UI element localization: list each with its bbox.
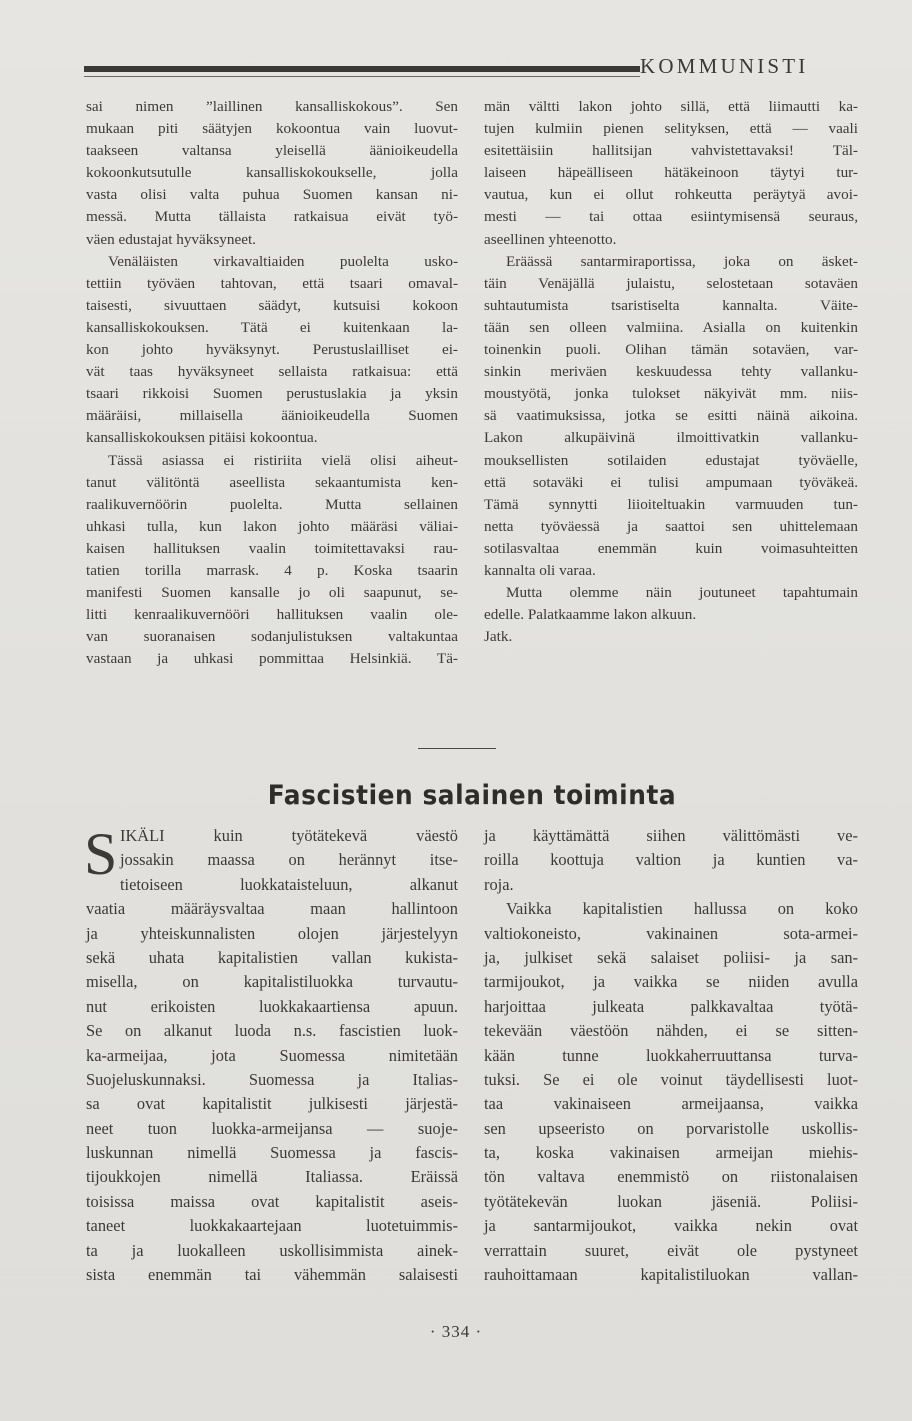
text-line: vautua, kun ei ollut rohkeutta peräytyä avoi- — [484, 186, 858, 204]
text-line: tön valtava enemmistö on riistonalaisen — [484, 1167, 858, 1187]
text-line: väen edustajat hyväksyneet. — [86, 230, 256, 248]
text-line: tuksi. Se ei ole voinut täydellisesti luot- — [484, 1069, 858, 1089]
text-line: ta, koska vakinaisen armeijan miehis- — [484, 1143, 858, 1163]
bottom-left-column — [84, 821, 458, 1287]
text-line: messä. Mutta tällaista ratkaisua eivät työ- — [86, 208, 458, 226]
top-left-column — [86, 96, 458, 670]
text-line: roja. — [484, 874, 514, 894]
text-line: kokoonkutsutulle kansalliskokoukselle, jolla — [86, 164, 458, 182]
text-line: nut erikoisten luokkakaartiensa apuun. — [86, 996, 458, 1016]
text-line: neet tuon luokka-armeijansa — suoje- — [86, 1118, 458, 1138]
text-line: vastaan ja uhkasi pommittaa Helsinkiä. Tä- — [86, 650, 458, 668]
text-line: roilla koottuja valtion ja kuntien va- — [484, 850, 858, 870]
text-line: että sotaväki ei tulisi ampumaan työväkeä. — [484, 473, 858, 491]
article-divider — [418, 748, 496, 749]
text-line: taisesti, sivuuttaen säädyt, kutsuisi kokoon — [86, 296, 458, 314]
text-line: täin Venäjällä julaistu, selostetaan sotaväen — [484, 274, 858, 292]
text-line: mesti — tai ottaa esiintymisensä seuraus, — [484, 208, 858, 226]
article-title: Fascistien salainen toiminta — [267, 780, 677, 811]
text-line: ka-armeijaa, jota Suomessa nimitetään — [86, 1045, 458, 1065]
text-line: ja, julkiset sekä salaiset poliisi- ja san- — [484, 947, 858, 967]
text-line: sen upseeristo on porvaristolle uskollis- — [484, 1118, 858, 1138]
text-line: toisissa maissa ovat kapitalistit aseis- — [86, 1191, 458, 1211]
text-line: ta ja luokalleen uskollisimmista ainek- — [86, 1240, 458, 1260]
signature: Jatk. — [484, 628, 513, 646]
text-line: netta työväessä ja saattoi sen uhittelemaan — [484, 517, 858, 535]
text-line: edelle. Palatkaamme lakon alkuun. — [484, 606, 697, 624]
text-line: kansalliskokouksen. Tätä ei kuitenkaan la- — [86, 318, 458, 336]
text-line: taneet luokkakaartejaan luotetuimmis- — [86, 1216, 458, 1236]
text-line: esitettäisiin hallitsijan vahvistettavaksi! Täl- — [484, 142, 858, 160]
text-line: toinenkin puoli. Olihan tämän sotaväen, var- — [484, 341, 858, 359]
text-line: tanut välitöntä aseellista sekaantumista ken- — [86, 473, 458, 491]
text-line: verrattain suuret, eivät ole pystyneet — [484, 1240, 858, 1260]
text-line: Suojeluskunnaksi. Suomessa ja Italias- — [86, 1069, 458, 1089]
text-line: mouksellisten sotilaiden edustajat työväelle, — [484, 451, 858, 469]
text-line: vät taas hyväksyneet sellaista ratkaisua: että — [86, 363, 458, 381]
text-line: suhtautumista tsaristiselta kannalta. Väite- — [484, 296, 858, 314]
text-line: van suoranaisen sodanjulistuksen valtakuntaa — [86, 628, 458, 646]
text-line: män vältti lakon johto sillä, että liimautti ka- — [484, 98, 858, 115]
drop-cap: S — [84, 821, 118, 887]
text-line: kansalliskokouksen pitäisi kokoontua. — [86, 429, 318, 447]
text-line: aseellinen yhteenotto. — [484, 230, 617, 248]
text-line: tietoiseen luokkataisteluun, alkanut — [120, 874, 458, 894]
text-line: luskunnan nimellä Suomessa ja fascis- — [86, 1143, 458, 1163]
text-line: uhkasi tulla, kun lakon johto määräsi väliai- — [86, 517, 458, 535]
text-line: sä vaatimuksissa, jotka se esitti näinä aikoina. — [484, 407, 858, 425]
text-line: määräisi, millaisella äänioikeudella Suomen — [86, 407, 458, 425]
text-line: kaisen hallituksen vaalin toimitettavaksi rau- — [86, 539, 458, 557]
text-line: rauhoittamaan kapitalistiluokan vallan- — [484, 1265, 858, 1285]
text-line: kannalta oli varaa. — [484, 561, 596, 579]
text-line: tatien torilla marrask. 4 p. Koska tsaarin — [86, 561, 458, 579]
text-line: misella, on kapitalistiluokka turvautu- — [86, 972, 458, 992]
text-line: Tämä synnytti liioiteltuakin varmuuden tun- — [484, 495, 858, 513]
text-line: vasta olisi valta puhua Suomen kansan ni- — [86, 186, 458, 204]
bottom-right-column — [484, 824, 858, 1287]
text-line: Vaikka kapitalistien hallussa on koko — [506, 899, 858, 919]
text-line: sinkin meriväen keskuudessa tehty vallanku- — [484, 363, 858, 381]
text-line: kon johto hyväksynyt. Perustuslailliset ei- — [86, 341, 458, 359]
text-line: taa vakinaiseen armeijaansa, vaikka — [484, 1094, 858, 1114]
text-line: IKÄLI kuin työtätekevä väestö — [120, 826, 458, 845]
text-line: ja santarmijoukot, vaikka nekin ovat — [484, 1216, 858, 1236]
text-line: kään tunne luokkaherruuttansa turva- — [484, 1045, 858, 1065]
text-line: Tässä asiassa ei ristiriita vielä olisi aiheut- — [108, 451, 458, 469]
text-line: litti kenraalikuvernööri hallituksen vaalin ole- — [86, 606, 458, 624]
text-line: valtiokoneisto, vakinainen sota-armei- — [484, 923, 858, 943]
text-line: mukaan piti säätyjen kokoontua vain luovut- — [86, 120, 458, 138]
text-line: tään sen olleen valmiina. Asialla on kuitenkin — [484, 318, 858, 336]
text-line: tsaari rikkoisi Suomen perustuslakia ja yksin — [86, 385, 458, 403]
text-line: Lakon alkupäivinä ilmoittivatkin vallanku- — [484, 429, 858, 447]
header-rule-thin — [84, 76, 640, 77]
top-right-column — [484, 96, 858, 648]
header-rule — [84, 66, 640, 72]
text-line: työtätekevän luokan jäseniä. Poliisi- — [484, 1191, 858, 1211]
text-line: sai nimen ”laillinen kansalliskokous”. Sen — [86, 98, 458, 115]
text-line: ja yhteiskunnalisten olojen järjestelyyn — [86, 923, 458, 943]
text-line: Mutta olemme näin joutuneet tapahtumain — [506, 584, 858, 602]
text-line: vaatia määräysvaltaa maan hallintoon — [86, 899, 458, 919]
text-line: moustyötä, jonka tulokset näkyivät mm. niis- — [484, 385, 858, 403]
text-line: tettiin työväen tahtovan, että tsaari omaval- — [86, 274, 458, 292]
text-line: tujen kulmiin pienen selityksen, että — vaali — [484, 120, 858, 138]
text-line: laiseen häpeälliseen hätäkeinoon täytyi tur- — [484, 164, 858, 182]
running-header-title: KOMMUNISTI — [640, 54, 809, 78]
text-line: tijoukkojen nimellä Italiassa. Eräissä — [86, 1167, 458, 1187]
page-number: · 334 · — [429, 1322, 483, 1341]
text-line: sista enemmän tai vähemmän salaisesti — [86, 1265, 458, 1285]
text-line: manifesti Suomen kansalle jo oli saapunut, se- — [86, 584, 458, 602]
text-line: tekevään väestöön nähden, ei se sitten- — [484, 1021, 858, 1041]
text-line: Se on alkanut luoda n.s. fascistien luok- — [86, 1021, 458, 1041]
text-line: tarmijoukot, ja vaikka se niiden avulla — [484, 972, 858, 992]
text-line: jossakin maassa on herännyt itse- — [120, 850, 458, 870]
text-line: sotilasvaltaa enemmän kuin voimasuhteitten — [484, 539, 858, 557]
text-line: sa ovat kapitalistit julkisesti järjestä- — [86, 1094, 458, 1114]
text-line: Eräässä santarmiraportissa, joka on äsket- — [506, 252, 858, 270]
text-line: Venäläisten virkavaltiaiden puolelta usko- — [108, 252, 458, 270]
text-line: sekä uhata kapitalistien vallan kukista- — [86, 947, 458, 967]
text-line: ja käyttämättä siihen välittömästi ve- — [484, 826, 858, 845]
text-line: harjoittaa julkeata palkkavaltaa työtä- — [484, 996, 858, 1016]
text-line: raalikuvernöörin puolelta. Mutta sellainen — [86, 495, 458, 513]
text-line: taakseen valtansa yleisellä äänioikeudella — [86, 142, 458, 160]
